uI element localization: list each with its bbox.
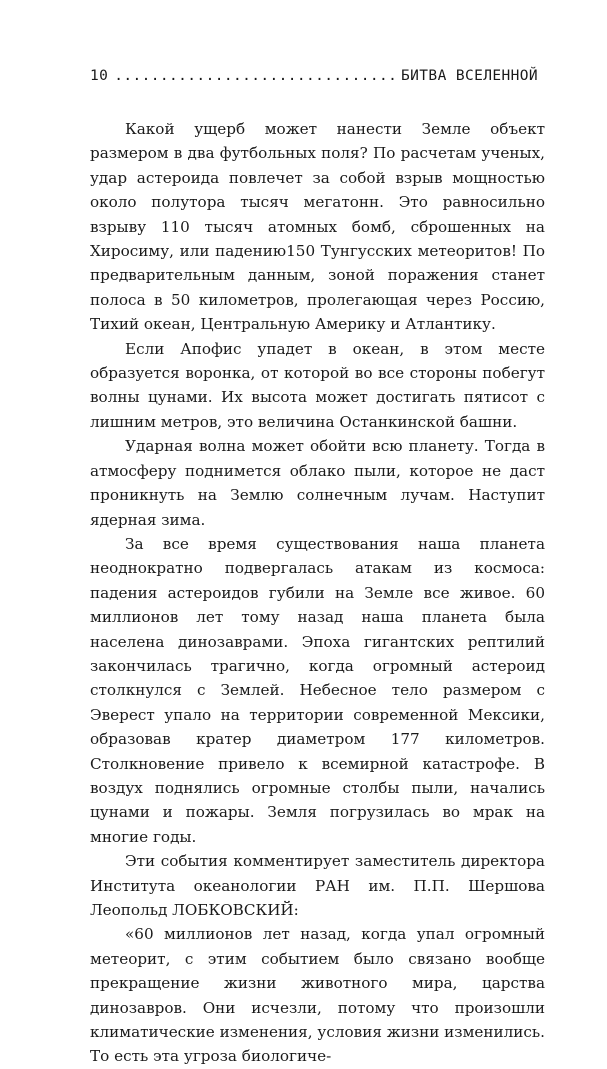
leader-dots — [114, 68, 395, 84]
paragraph-expert-intro: Эти события комментирует заместитель директора Института океанологии РАН им. П.П. Шершова Леопольд ЛОБКОВСКИЙ: — [90, 852, 545, 919]
paragraph-ocean-impact: Если Апофис упадет в океан, в этом месте образуется воронка, от которой во все стороны побегут волны цунами. Их высота может достигать пятисот с лишним метров, это величина Останкинской башни. — [90, 339, 545, 431]
paragraph-damage-estimate: Какой ущерб может нанести Земле объект размером в два футбольных поля? По расчетам ученых, удар астероида повлечет за собой взрыв мощностью около полутора тысяч мегатонн. Это равносильно взрыву 110 тысяч атомных бомб, сброшенных на Хиросиму, или падению150 Тунгусских метеоритов! По предварительным данным, зоной поражения станет полоса в 50 километров, пролегающая через Россию, Тихий океан, Центральную Америку и Атлантику. — [90, 120, 545, 334]
body-text — [90, 117, 545, 1069]
page-number: 10 — [90, 68, 109, 84]
paragraph-dinosaur-extinction: За все время существования наша планета неоднократно подвергалась атакам из космоса: падения астероидов губили на Земле все живое. 60 миллионов лет тому назад наша планета была населена динозаврами. Эпоха гигантских рептилий закончилась трагично, когда огромный астероид столкнулся с Землей. Небесное тело размером с Эверест упало на территории современной Мексики, образовав кратер диаметром 177 километров. Столкновение привело к всемирной катастрофе. В воздух поднялись огромные столбы пыли, начались цунами и пожары. Земля погрузилась во мрак на многие годы. — [90, 534, 545, 846]
paragraph-quote: «60 миллионов лет назад, когда упал огромный метеорит, с этим событием было связано вообще прекращение жизни животного мира, царства динозавров. Они исчезли, потому что произошли климатические изменения, условия жизни изменились. То есть эта угроза биологиче- — [90, 925, 546, 1066]
running-header — [90, 66, 538, 86]
running-title: БИТВА ВСЕЛЕННОЙ — [401, 68, 538, 84]
paragraph-shock-wave: Ударная волна может обойти всю планету. Тогда в атмосферу поднимется облако пыли, которое не даст проникнуть на Землю солнечным лучам. Наступит ядерная зима. — [90, 437, 545, 529]
